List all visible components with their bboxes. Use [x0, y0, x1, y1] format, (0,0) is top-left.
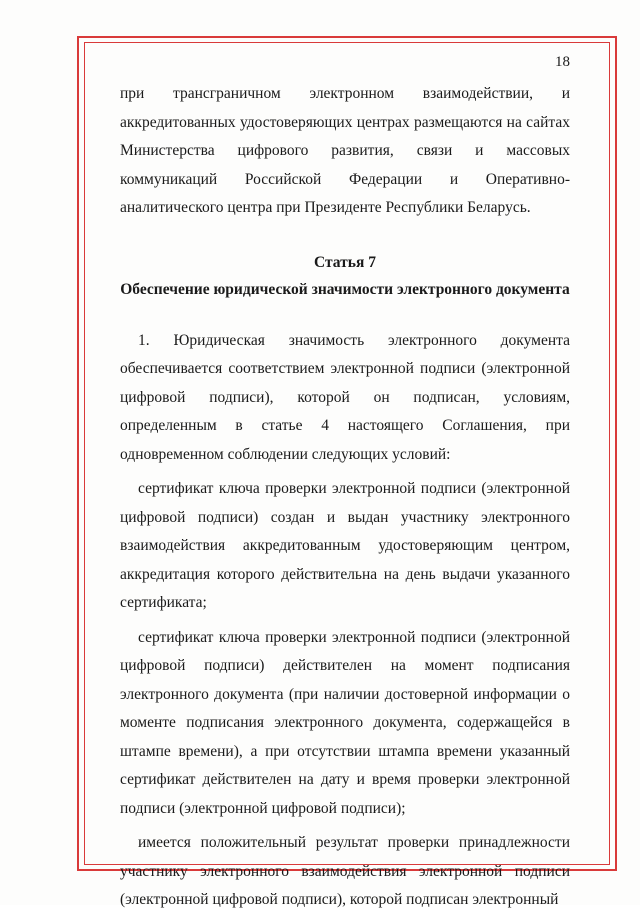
paragraph-condition-2: сертификат ключа проверки электронной подписи (электронной цифровой подписи) действителен на момент подписания электронного документа (при наличии достоверной информации о моменте подписания электронного документа, содержащейся в штампе времени), а при отсутствии штампа времени указанный сертификат действителен на дату и время проверки электронной подписи (электронной цифровой подписи);: [120, 628, 570, 817]
document-body: [120, 80, 570, 921]
page-number: 18: [555, 54, 570, 70]
paragraph-1: 1. Юридическая значимость электронного документа обеспечивается соответствием электронной подписи (электронной цифровой подписи), которой он подписан, условиям, определенным в статье 4 настоящего Соглашения, при одновременном соблюдении следующих условий:: [120, 331, 570, 463]
article-title: Обеспечение юридической значимости электронного документа: [120, 280, 570, 298]
article-heading: [120, 249, 570, 303]
paragraph-condition-3: имеется положительный результат проверки принадлежности участнику электронного взаимодействия электронной подписи (электронной цифровой подписи), которой подписан электронный: [120, 834, 570, 908]
paragraph-condition-1: сертификат ключа проверки электронной подписи (электронной цифровой подписи) создан и выдан участнику электронного взаимодействия аккредитованным удостоверяющим центром, аккредитация которого действительна на день выдачи указанного сертификата;: [120, 480, 570, 611]
article-number: Статья 7: [314, 253, 376, 271]
intro-paragraph: при трансграничном электронном взаимодействии, и аккредитованных удостоверяющих центрах размещаются на сайтах Министерства цифрового развития, связи и массовых коммуникаций Российской Федерации и Оперативно-аналитического центра при Президенте Республики Беларусь.: [120, 85, 570, 216]
